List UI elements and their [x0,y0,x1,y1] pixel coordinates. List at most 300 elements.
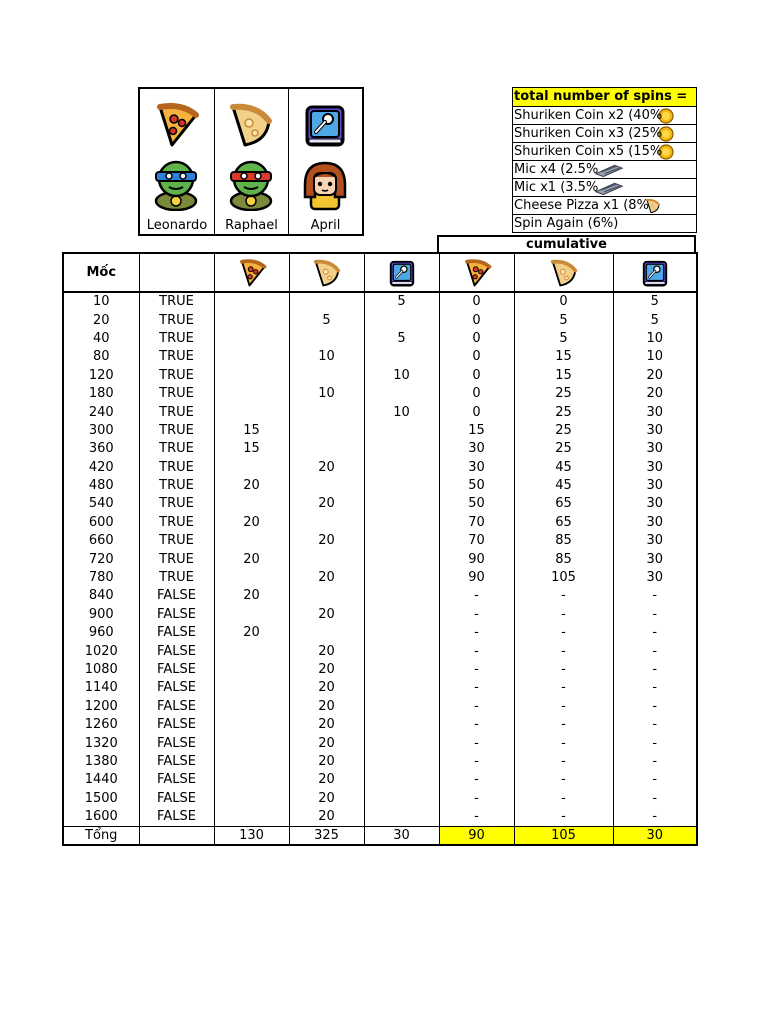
cell-cheese-pizza: 20 [289,808,364,827]
cell-cum-pizza: 0 [439,348,514,366]
cell-pizza [214,753,289,771]
cell-pizza: 20 [214,550,289,568]
cell-cum-cheese-pizza: 25 [514,403,613,421]
cell-cum-mic-book: - [613,790,697,808]
cell-pizza [214,606,289,624]
cell-pizza [214,679,289,697]
cell-cum-cheese-pizza: 85 [514,550,613,568]
cell-flag: TRUE [139,459,214,477]
cell-cum-cheese-pizza: - [514,790,613,808]
cell-cum-pizza: 0 [439,367,514,385]
cell-cheese-pizza: 20 [289,661,364,679]
cell-pizza [214,532,289,550]
cell-moc: 660 [63,532,139,550]
cell-cheese-pizza: 20 [289,734,364,752]
table-row [63,679,697,697]
cell-cum-pizza: - [439,587,514,605]
cell-cum-pizza: - [439,642,514,660]
cell-flag: TRUE [139,385,214,403]
table-row [63,569,697,587]
cell-cheese-pizza [289,367,364,385]
cell-cheese-pizza [289,587,364,605]
cell-cum-pizza: 50 [439,495,514,513]
table-row [63,422,697,440]
cell-cheese-pizza: 10 [289,385,364,403]
cell-cum-mic-book: 30 [613,569,697,587]
cell-pizza [214,716,289,734]
table-row [63,661,697,679]
cell-cum-cheese-pizza: - [514,753,613,771]
cell-pizza [214,495,289,513]
cell-pizza [214,330,289,348]
cell-cum-cheese-pizza: 5 [514,311,613,329]
table-row [63,292,697,311]
cell-cum-mic-book: 20 [613,367,697,385]
cell-cum-mic-book: 5 [613,292,697,311]
character-card-leonardo [140,89,214,234]
cell-cum-mic-book: 30 [613,495,697,513]
cell-cum-pizza: - [439,790,514,808]
column-header-cumulative-pizza [439,253,514,292]
cell-flag: FALSE [139,734,214,752]
cell-mic-book [364,698,439,716]
cell-moc: 720 [63,550,139,568]
cell-flag: FALSE [139,698,214,716]
cell-cheese-pizza [289,292,364,311]
reward-row [513,196,696,214]
cell-moc: 10 [63,292,139,311]
cell-cheese-pizza: 20 [289,679,364,697]
cell-cum-mic-book: 30 [613,422,697,440]
table-row [63,330,697,348]
cell-pizza [214,311,289,329]
cell-cum-mic-book: - [613,642,697,660]
cell-moc: 360 [63,440,139,458]
cell-mic-book [364,385,439,403]
reward-row [513,214,696,232]
total-cell: 30 [364,827,439,846]
cell-cum-mic-book: 30 [613,532,697,550]
cell-moc: 1600 [63,808,139,827]
cell-moc: 960 [63,624,139,642]
cell-mic-book [364,790,439,808]
cell-cum-pizza: - [439,698,514,716]
cell-cheese-pizza [289,550,364,568]
character-panel [138,87,364,236]
cell-flag: FALSE [139,642,214,660]
reward-label: Cheese Pizza x1 (8% [514,198,649,213]
total-cell: 90 [439,827,514,846]
cell-moc: 20 [63,311,139,329]
reward-label: Spin Again (6%) [514,216,619,231]
cell-flag: FALSE [139,808,214,827]
table-row [63,367,697,385]
reward-row [513,124,696,142]
character-name: Leonardo [146,218,208,233]
cell-moc: 1320 [63,734,139,752]
cell-flag: TRUE [139,292,214,311]
cell-cum-pizza: - [439,734,514,752]
cell-cum-mic-book: 20 [613,385,697,403]
cell-cum-mic-book: - [613,753,697,771]
cell-cum-mic-book: 10 [613,348,697,366]
cell-cheese-pizza: 20 [289,790,364,808]
cell-cum-mic-book: 30 [613,403,697,421]
cell-mic-book [364,753,439,771]
mic-icon [594,180,624,196]
cell-mic-book [364,440,439,458]
cell-mic-book [364,569,439,587]
cell-cum-mic-book: - [613,606,697,624]
cell-cum-pizza: 90 [439,569,514,587]
reward-row [513,106,696,124]
cell-moc: 420 [63,459,139,477]
reward-label: Shuriken Coin x5 (15% [514,144,663,159]
cell-pizza [214,569,289,587]
cell-cum-mic-book: - [613,661,697,679]
cell-mic-book [364,808,439,827]
reward-row [513,160,696,178]
cell-pizza: 20 [214,514,289,532]
cell-cum-mic-book: 30 [613,459,697,477]
cell-cum-mic-book: - [613,624,697,642]
table-row [63,642,697,660]
table-row [63,624,697,642]
table-row [63,532,697,550]
cell-flag: TRUE [139,403,214,421]
cell-pizza [214,771,289,789]
pizza-slice-icon [462,258,492,288]
cell-cum-pizza: 15 [439,422,514,440]
cell-moc: 1500 [63,790,139,808]
cell-cum-cheese-pizza: 15 [514,367,613,385]
table-row [63,550,697,568]
total-cell: 30 [613,827,697,846]
cell-cum-mic-book: 10 [613,330,697,348]
cell-cum-pizza: - [439,624,514,642]
table-row [63,734,697,752]
cell-mic-book [364,495,439,513]
table-row [63,459,697,477]
cell-pizza: 15 [214,422,289,440]
cell-mic-book [364,550,439,568]
cell-pizza: 20 [214,587,289,605]
cell-pizza [214,403,289,421]
cell-cheese-pizza: 20 [289,606,364,624]
reward-row [513,142,696,160]
mic-book-icon [640,258,670,288]
mic-book-icon [301,101,349,149]
pizza-slice-icon [152,101,200,149]
cell-pizza [214,734,289,752]
cell-cum-pizza: 30 [439,440,514,458]
cell-mic-book [364,311,439,329]
cheese-pizza-icon [312,258,342,288]
cell-cum-mic-book: 30 [613,550,697,568]
cell-cheese-pizza: 20 [289,495,364,513]
cell-cum-pizza: 0 [439,292,514,311]
table-row [63,385,697,403]
cell-cheese-pizza [289,477,364,495]
cell-flag: FALSE [139,587,214,605]
cell-cum-cheese-pizza: 0 [514,292,613,311]
cell-cum-cheese-pizza: 5 [514,330,613,348]
cell-cum-pizza: 0 [439,311,514,329]
cell-mic-book: 5 [364,330,439,348]
cell-cheese-pizza [289,330,364,348]
table-row [63,698,697,716]
total-cell: 130 [214,827,289,846]
cell-cum-cheese-pizza: 105 [514,569,613,587]
table-row [63,606,697,624]
cell-flag: TRUE [139,311,214,329]
cell-cum-cheese-pizza: - [514,642,613,660]
reward-label: Mic x1 (3.5% [514,180,599,195]
cell-cheese-pizza: 20 [289,698,364,716]
cell-flag: TRUE [139,532,214,550]
cell-mic-book [364,532,439,550]
cell-moc: 1260 [63,716,139,734]
cell-cheese-pizza [289,403,364,421]
cell-flag: FALSE [139,790,214,808]
cell-cum-mic-book: 30 [613,514,697,532]
column-header-cumulative-mic-book [613,253,697,292]
cell-moc: 1140 [63,679,139,697]
cell-mic-book: 10 [364,367,439,385]
cell-cum-pizza: 0 [439,385,514,403]
cell-cum-pizza: - [439,771,514,789]
cell-moc: 600 [63,514,139,532]
character-name: April [310,218,341,233]
cell-cum-mic-book: - [613,679,697,697]
cell-moc: 1080 [63,661,139,679]
cell-cum-cheese-pizza: 65 [514,514,613,532]
table-row [63,348,697,366]
cumulative-header: cumulative [437,235,696,254]
cell-flag: TRUE [139,330,214,348]
cell-flag: TRUE [139,440,214,458]
cell-cum-pizza: 0 [439,403,514,421]
cell-cum-cheese-pizza: - [514,698,613,716]
cell-pizza [214,348,289,366]
total-cell [139,827,214,846]
cell-mic-book [364,642,439,660]
cell-flag: FALSE [139,606,214,624]
table-row [63,403,697,421]
total-cell: 325 [289,827,364,846]
cell-cum-pizza: - [439,606,514,624]
cell-pizza [214,808,289,827]
cell-pizza [214,790,289,808]
cell-cum-mic-book: 30 [613,440,697,458]
cell-flag: TRUE [139,514,214,532]
cell-moc: 540 [63,495,139,513]
cell-cum-cheese-pizza: - [514,716,613,734]
cheese-pizza-icon [227,101,275,149]
cell-moc: 1440 [63,771,139,789]
cell-cum-mic-book: 5 [613,311,697,329]
cell-cum-cheese-pizza: - [514,624,613,642]
cell-cum-cheese-pizza: 25 [514,440,613,458]
cell-moc: 120 [63,367,139,385]
cell-cum-cheese-pizza: 45 [514,459,613,477]
cell-cheese-pizza: 20 [289,771,364,789]
table-row [63,440,697,458]
cell-mic-book [364,459,439,477]
column-header-pizza [214,253,289,292]
table-row [63,495,697,513]
cell-cum-cheese-pizza: - [514,808,613,827]
cell-cum-cheese-pizza: - [514,661,613,679]
reward-list [512,87,697,233]
cell-mic-book [364,606,439,624]
total-label: Tổng [63,827,139,846]
character-card-april [288,89,362,234]
cell-flag: TRUE [139,477,214,495]
character-card-raphael [214,89,288,234]
cell-cum-cheese-pizza: 25 [514,385,613,403]
cell-cum-cheese-pizza: 45 [514,477,613,495]
cell-moc: 240 [63,403,139,421]
cell-flag: FALSE [139,753,214,771]
cell-flag: TRUE [139,367,214,385]
pizza-slice-icon [237,258,267,288]
table-row [63,753,697,771]
cell-cum-pizza: - [439,716,514,734]
cell-moc: 900 [63,606,139,624]
cell-cheese-pizza: 20 [289,716,364,734]
column-header-mic-book [364,253,439,292]
cell-cum-cheese-pizza: - [514,771,613,789]
cell-moc: 300 [63,422,139,440]
reward-row [513,178,696,196]
cell-cheese-pizza [289,422,364,440]
table-header-row [63,253,697,292]
mic-icon [594,162,624,178]
cell-cum-pizza: 70 [439,532,514,550]
cell-cheese-pizza: 10 [289,348,364,366]
cell-cum-pizza: 0 [439,330,514,348]
cell-mic-book: 10 [364,403,439,421]
cell-cheese-pizza: 20 [289,532,364,550]
cell-cum-mic-book: - [613,734,697,752]
cell-mic-book [364,422,439,440]
reward-label: Shuriken Coin x2 (40% [514,108,663,123]
cell-pizza [214,642,289,660]
cell-pizza [214,292,289,311]
cell-cum-cheese-pizza: - [514,679,613,697]
cell-cheese-pizza: 5 [289,311,364,329]
cell-cum-cheese-pizza: 65 [514,495,613,513]
cell-cum-cheese-pizza: 25 [514,422,613,440]
reward-label: Shuriken Coin x3 (25% [514,126,663,141]
leonardo-turtle-icon [150,159,202,211]
cheese-pizza-icon [549,258,579,288]
cell-moc: 1380 [63,753,139,771]
total-row [63,827,697,846]
cell-cum-mic-book: - [613,587,697,605]
cell-pizza [214,661,289,679]
cell-mic-book [364,587,439,605]
cell-flag: TRUE [139,495,214,513]
april-avatar-icon [299,159,351,211]
cell-moc: 180 [63,385,139,403]
cell-mic-book: 5 [364,292,439,311]
cell-cum-mic-book: - [613,698,697,716]
cell-pizza: 20 [214,477,289,495]
cell-pizza [214,459,289,477]
cell-cum-mic-book: - [613,808,697,827]
table-row [63,808,697,827]
cell-moc: 1020 [63,642,139,660]
cell-cum-cheese-pizza: 85 [514,532,613,550]
cell-flag: FALSE [139,661,214,679]
cell-cum-pizza: 90 [439,550,514,568]
cell-mic-book [364,624,439,642]
character-name: Raphael [225,218,278,233]
table-row [63,716,697,734]
table-row [63,477,697,495]
cell-cum-cheese-pizza: 15 [514,348,613,366]
cell-cheese-pizza: 20 [289,642,364,660]
cell-moc: 1200 [63,698,139,716]
table-row [63,771,697,789]
cell-pizza [214,367,289,385]
cell-cum-pizza: - [439,679,514,697]
cell-cum-cheese-pizza: - [514,606,613,624]
cell-flag: FALSE [139,679,214,697]
cell-mic-book [364,716,439,734]
raphael-turtle-icon [225,159,277,211]
cell-mic-book [364,771,439,789]
cell-mic-book [364,661,439,679]
total-cell: 105 [514,827,613,846]
cell-flag: TRUE [139,550,214,568]
cell-flag: FALSE [139,771,214,789]
cell-mic-book [364,348,439,366]
cell-cum-pizza: - [439,808,514,827]
table-row [63,587,697,605]
column-header-cumulative-cheese-pizza [514,253,613,292]
cell-pizza [214,698,289,716]
cell-pizza [214,385,289,403]
cell-cheese-pizza: 20 [289,459,364,477]
reward-label: Mic x4 (2.5% [514,162,599,177]
cell-cheese-pizza [289,624,364,642]
cell-flag: FALSE [139,624,214,642]
column-header-flag [139,253,214,292]
cell-cheese-pizza: 20 [289,753,364,771]
table-row [63,514,697,532]
column-header-cheese-pizza [289,253,364,292]
cell-pizza: 20 [214,624,289,642]
cell-pizza: 15 [214,440,289,458]
cell-cum-cheese-pizza: - [514,734,613,752]
reward-list-title: total number of spins = [513,88,696,106]
cell-cum-mic-book: - [613,716,697,734]
cell-flag: FALSE [139,716,214,734]
table-row [63,790,697,808]
cell-moc: 840 [63,587,139,605]
cell-mic-book [364,514,439,532]
cell-cum-pizza: 30 [439,459,514,477]
cell-flag: TRUE [139,348,214,366]
cell-cum-pizza: - [439,661,514,679]
cell-moc: 40 [63,330,139,348]
column-header-moc: Mốc [63,253,139,292]
cell-mic-book [364,477,439,495]
cell-moc: 780 [63,569,139,587]
